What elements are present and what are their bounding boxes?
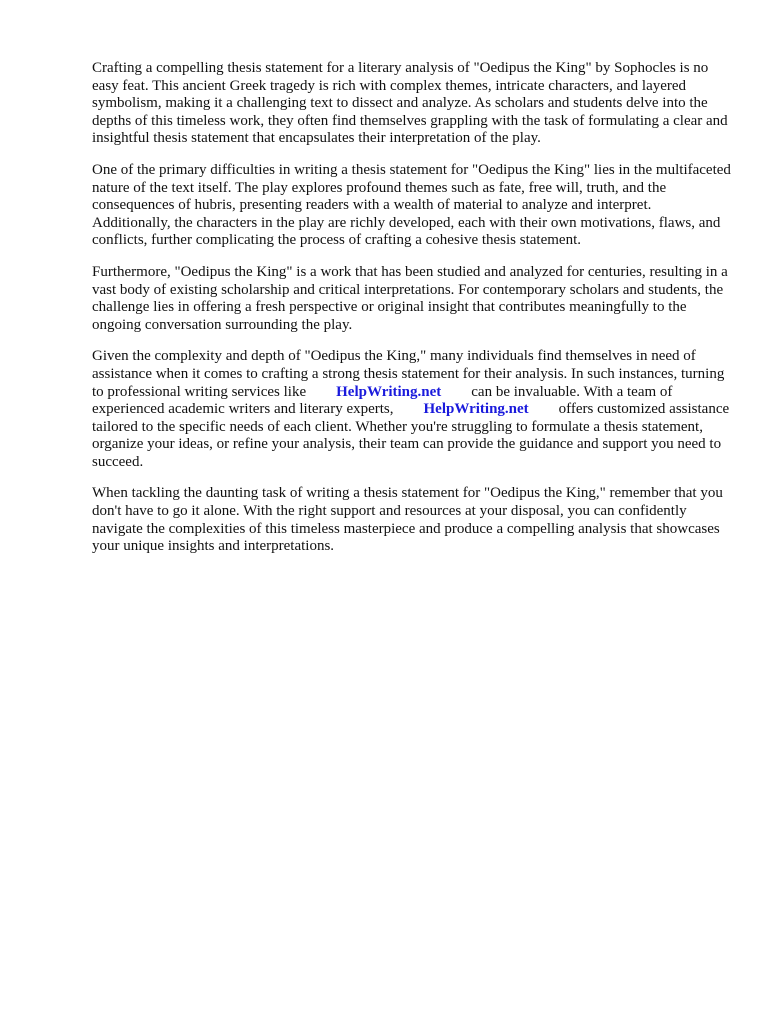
helpwriting-link-1[interactable]: HelpWriting.net xyxy=(336,383,442,400)
paragraph-3: Furthermore, "Oedipus the King" is a work that has been studied and analyzed for centuries, resulting in a vast body of existing scholarship and critical interpretations. For contemporary scholars and students, the challenge lies in offering a fresh perspective or original insight that contributes meaningfully to the ongoing conversation surrounding the play. xyxy=(92,263,728,333)
paragraph-4-text-1: Given the complexity and depth of "Oedipus the King," many individuals find themselves in need of assistance when it comes to crafting a strong thesis statement for their analysis. In such instances, turning to professional writing services like xyxy=(92,348,725,400)
paragraph-4 xyxy=(92,348,732,471)
paragraph-4-text-3: offers customized assistance tailored to the specific needs of each client. Whether you're struggling to formulate a thesis statement, organize your ideas, or refine your analysis, their team can provide the guidance and support you need to succeed. xyxy=(92,401,730,470)
paragraph-4-text-2: can be invaluable. With a team of experienced academic writers and literary experts, xyxy=(92,383,673,418)
paragraph-5: When tackling the daunting task of writing a thesis statement for "Oedipus the King," remember that you don't have to go it alone. With the right support and resources at your disposal, you can confidently navigate the complexities of this timeless masterpiece and produce a compelling analysis that showcases your unique insights and interpretations. xyxy=(92,485,723,555)
paragraph-2: One of the primary difficulties in writing a thesis statement for "Oedipus the King" lies in the multifaceted nature of the text itself. The play explores profound themes such as fate, free will, truth, and the consequences of hubris, presenting readers with a wealth of material to analyze and interpret. Additionally, the characters in the play are richly developed, each with their own motivations, flaws, and conflicts, further complicating the process of crafting a cohesive thesis statement. xyxy=(92,161,731,249)
document-body xyxy=(92,60,732,570)
paragraph-1: Crafting a compelling thesis statement for a literary analysis of "Oedipus the King" by Sophocles is no easy feat. This ancient Greek tragedy is rich with complex themes, intricate characters, and layered symbolism, making it a challenging text to dissect and analyze. As scholars and students delve into the depths of this timeless work, they often find themselves grappling with the task of formulating a clear and insightful thesis statement that encapsulates their interpretation of the play. xyxy=(92,60,728,147)
helpwriting-link-2[interactable]: HelpWriting.net xyxy=(423,401,529,418)
